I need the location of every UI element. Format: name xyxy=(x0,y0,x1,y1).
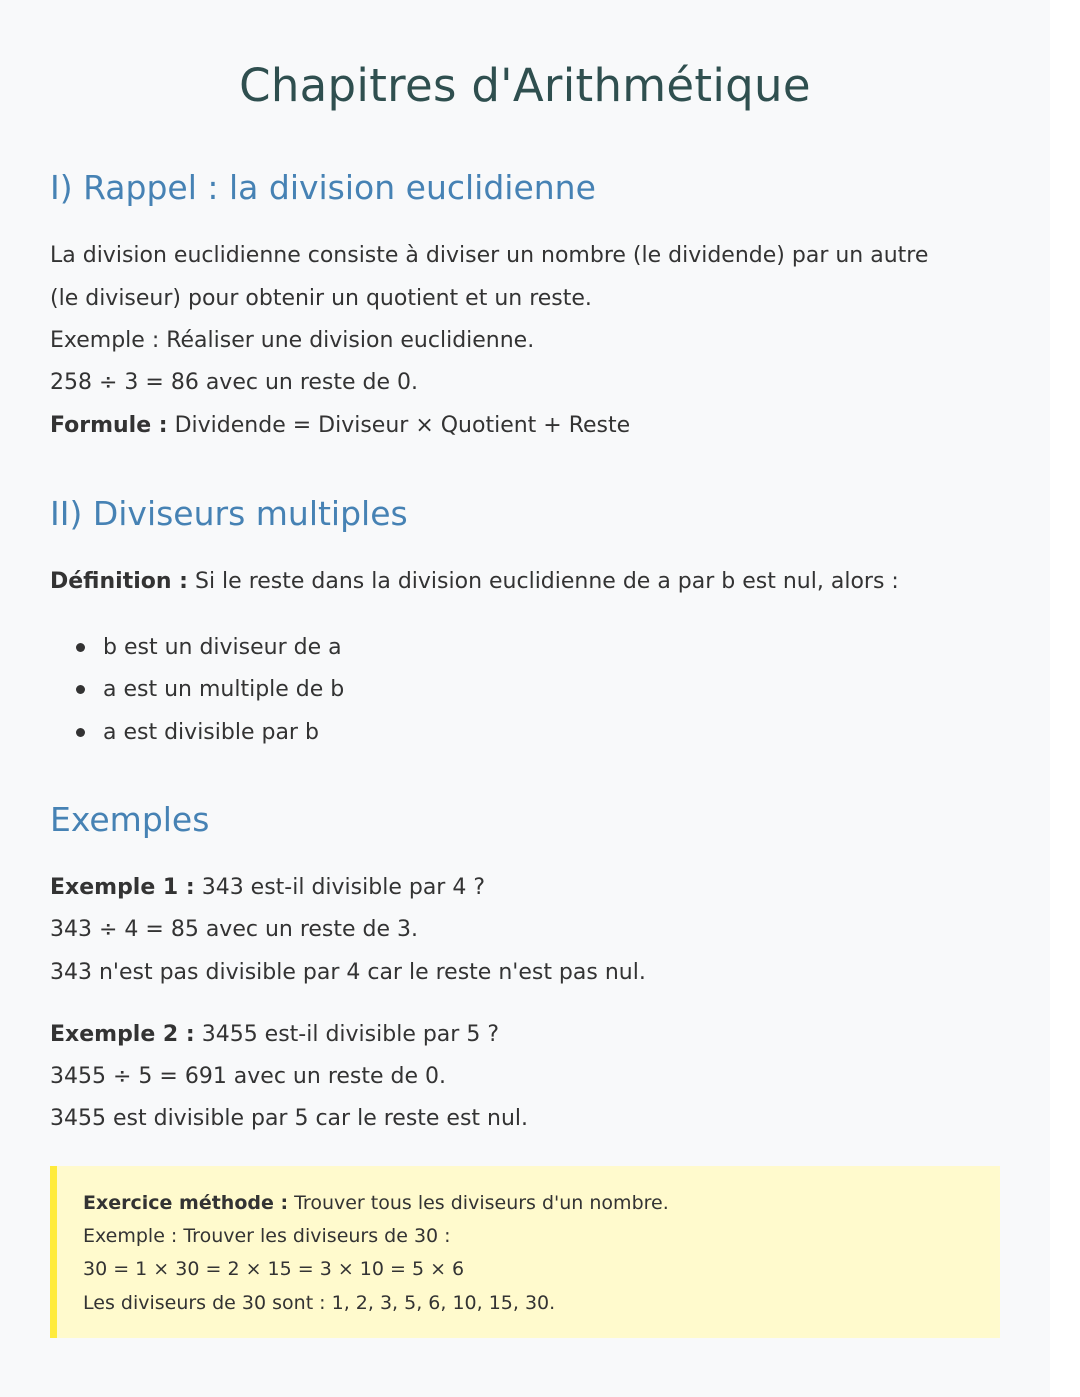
bullet-dot xyxy=(76,643,85,652)
formula-line xyxy=(50,411,630,441)
bullet-dot xyxy=(76,685,85,694)
exercise-factorization: 30 = 1 × 30 = 2 × 15 = 3 × 10 = 5 × 6 xyxy=(83,1258,465,1280)
bullet-dot xyxy=(76,728,85,737)
example-2-conclusion: 3455 est divisible par 5 car le reste est nul. xyxy=(50,1106,529,1131)
section-2-heading: II) Diviseurs multiples xyxy=(50,494,408,533)
exercise-label: Exercice méthode : xyxy=(83,1192,289,1214)
exercise-result: Les diviseurs de 30 sont : 1, 2, 3, 5, 6, 10, 15, 30. xyxy=(83,1292,556,1314)
example-1-question-line xyxy=(50,873,485,903)
examples-heading: Exemples xyxy=(50,800,210,839)
example-1-computation: 343 ÷ 4 = 85 avec un reste de 3. xyxy=(50,917,419,942)
formula-text: Dividende = Diviseur × Quotient + Reste xyxy=(167,413,631,438)
section-1-paragraph-line-1: La division euclidienne consiste à diviser un nombre (le dividende) par un autre xyxy=(50,243,929,268)
exercise-callout-box xyxy=(50,1166,1000,1338)
exercise-text: Trouver tous les diviseurs d'un nombre. xyxy=(288,1192,669,1214)
definition-text: Si le reste dans la division euclidienne de a par b est nul, alors : xyxy=(187,569,899,594)
formula-label: Formule : xyxy=(50,413,168,438)
example-1-label: Exemple 1 : xyxy=(50,875,195,900)
example-1-conclusion: 343 n'est pas divisible par 4 car le reste n'est pas nul. xyxy=(50,960,646,985)
exercise-title-line xyxy=(83,1190,669,1216)
bullet-item: b est un diviseur de a xyxy=(103,635,342,660)
section-1-heading: I) Rappel : la division euclidienne xyxy=(50,168,596,207)
bullet-item: a est divisible par b xyxy=(103,720,319,745)
example-2-question: 3455 est-il divisible par 5 ? xyxy=(194,1022,499,1047)
example-2-question-line xyxy=(50,1020,499,1050)
definition-line xyxy=(50,567,899,597)
example-2-computation: 3455 ÷ 5 = 691 avec un reste de 0. xyxy=(50,1064,447,1089)
page-title: Chapitres d'Arithmétique xyxy=(239,59,811,112)
example-1-question: 343 est-il divisible par 4 ? xyxy=(194,875,485,900)
section-1-paragraph-line-2: (le diviseur) pour obtenir un quotient et un reste. xyxy=(50,286,592,311)
definition-label: Définition : xyxy=(50,569,188,594)
section-1-computation: 258 ÷ 3 = 86 avec un reste de 0. xyxy=(50,370,419,395)
exercise-example: Exemple : Trouver les diviseurs de 30 : xyxy=(83,1225,451,1247)
example-2-label: Exemple 2 : xyxy=(50,1022,195,1047)
section-1-example: Exemple : Réaliser une division euclidienne. xyxy=(50,328,535,353)
bullet-item: a est un multiple de b xyxy=(103,677,345,702)
